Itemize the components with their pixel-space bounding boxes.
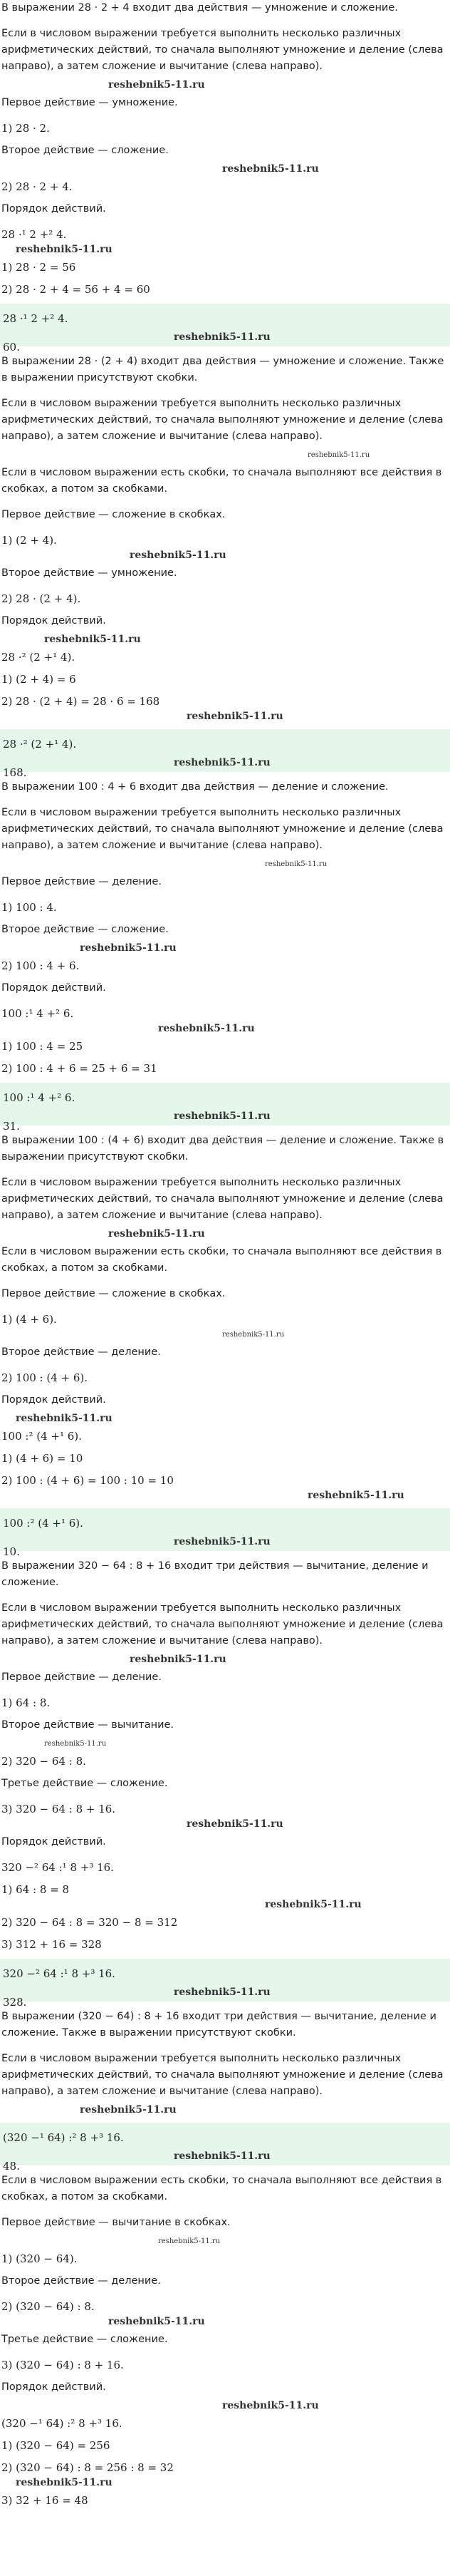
answer-block xyxy=(0,1959,450,2009)
watermark-text: reshebnik5-11.ru xyxy=(308,451,370,459)
solution-paragraph: Третье действие — сложение. xyxy=(1,1778,168,1789)
answer-block xyxy=(0,2123,450,2173)
solution-paragraph: 1) 28 · 2 = 56 xyxy=(1,261,76,274)
solution-paragraph: Порядок действий. xyxy=(1,982,106,994)
solution-paragraph: В выражении 100 : (4 + 6) входит два действия — деление и сложение. Также в выражении присутствуют скобки. xyxy=(1,1135,444,1163)
answer-expression: (320 −¹ 64) :² 8 +³ 16. xyxy=(3,2131,124,2144)
solution-paragraph: Первое действие — сложение в скобках. xyxy=(1,1288,226,1299)
solution-paragraph: 28 ·² (2 +¹ 4). xyxy=(1,651,75,664)
watermark-text: reshebnik5-11.ru xyxy=(174,331,271,343)
answer-expression: 100 :¹ 4 +² 6. xyxy=(3,1091,75,1104)
solution-paragraph: Первое действие — умножение. xyxy=(1,97,178,108)
solution-paragraph: 2) 320 − 64 : 8 = 320 − 8 = 312 xyxy=(1,1916,178,1929)
watermark-text: reshebnik5-11.ru xyxy=(187,1818,283,1830)
solution-section xyxy=(1,354,450,779)
solution-paragraph: Если в числовом выражении требуется выполнить несколько различных арифметических действий, то сначала выполняют умножение и деление (слева направо), а затем сложение и вычитание (слева направо). xyxy=(1,1602,444,1647)
solution-paragraph: В выражении 28 · 2 + 4 входит два действия — умножение и сложение. xyxy=(1,2,398,14)
solution-section xyxy=(1,2173,450,2509)
solution-paragraph: 2) (320 − 64) : 8. xyxy=(1,2300,95,2313)
solution-paragraph: Порядок действий. xyxy=(1,1836,106,1848)
solution-paragraph: 1) 64 : 8 = 8 xyxy=(1,1883,70,1896)
solution-paragraph: Первое действие — деление. xyxy=(1,1671,162,1683)
watermark-text: reshebnik5-11.ru xyxy=(16,2477,112,2488)
answer-expression: 28 ·¹ 2 +² 4. xyxy=(3,312,68,325)
solution-paragraph: Второе действие — сложение. xyxy=(1,145,169,156)
solution-paragraph: Порядок действий. xyxy=(1,615,106,627)
solution-paragraph: 1) (4 + 6) = 10 xyxy=(1,1452,83,1465)
solution-paragraph: В выражении (320 − 64) : 8 + 16 входит три действия — вычитание, деление и сложение. Также в выражении присутствуют скобки. xyxy=(1,2011,436,2039)
solution-paragraph: Если в числовом выражении есть скобки, то сначала выполняют все действия в скобках, а потом за скобками. xyxy=(1,1246,442,1274)
answer-expression: 28 ·² (2 +¹ 4). xyxy=(3,738,77,751)
solution-section xyxy=(1,1558,450,2009)
answer-expression: 320 −² 64 :¹ 8 +³ 16. xyxy=(3,1967,115,1980)
solution-paragraph: 3) 32 + 16 = 48 xyxy=(1,2494,88,2507)
solution-paragraph: Если в числовом выражении есть скобки, то сначала выполняют все действия в скобках, а потом за скобками. xyxy=(1,467,442,495)
watermark-text: reshebnik5-11.ru xyxy=(44,634,141,645)
solution-paragraph: 1) 28 · 2. xyxy=(1,122,50,135)
solution-section xyxy=(1,1133,450,1558)
solution-paragraph: 1) 64 : 8. xyxy=(1,1696,51,1709)
solution-paragraph: В выражении 28 · (2 + 4) входит два действия — умножение и сложение. Также в выражении присутствуют скобки. xyxy=(1,356,444,383)
solution-paragraph: 2) 320 − 64 : 8. xyxy=(1,1755,86,1768)
solution-paragraph: 1) (320 − 64) = 256 xyxy=(1,2439,110,2452)
answer-result: 31. xyxy=(3,1120,20,1133)
solution-paragraph: 1) (4 + 6). xyxy=(1,1313,57,1326)
solution-paragraph: Если в числовом выражении требуется выполнить несколько различных арифметических действий, то сначала выполняют умножение и деление (слева направо), а затем сложение и вычитание (слева направо). xyxy=(1,1177,444,1221)
answer-result: 168. xyxy=(3,766,27,779)
watermark-text: reshebnik5-11.ru xyxy=(187,711,283,722)
watermark-text: reshebnik5-11.ru xyxy=(108,1228,205,1240)
watermark-text: reshebnik5-11.ru xyxy=(174,2150,271,2162)
watermark-text: reshebnik5-11.ru xyxy=(174,1111,271,1122)
solution-paragraph: Второе действие — вычитание. xyxy=(1,1719,174,1731)
solution-paragraph: 1) (2 + 4). xyxy=(1,534,57,547)
watermark-text: reshebnik5-11.ru xyxy=(16,244,112,255)
watermark-text: reshebnik5-11.ru xyxy=(308,1490,404,1501)
watermark-text: reshebnik5-11.ru xyxy=(265,860,328,868)
solution-paragraph: 1) (320 − 64). xyxy=(1,2252,78,2265)
watermark-text: reshebnik5-11.ru xyxy=(44,1740,107,1748)
watermark-text: reshebnik5-11.ru xyxy=(80,942,177,954)
solution-paragraph: 100 :² (4 +¹ 6). xyxy=(1,1430,82,1443)
solution-paragraph: 2) 28 · 2 + 4 = 56 + 4 = 60 xyxy=(1,283,150,296)
answer-expression: 100 :² (4 +¹ 6). xyxy=(3,1517,83,1530)
solution-paragraph: Если в числовом выражении требуется выполнить несколько различных арифметических действий, то сначала выполняют умножение и деление (слева направо), а затем сложение и вычитание (слева направо). xyxy=(1,398,444,442)
solution-paragraph: Третье действие — сложение. xyxy=(1,2334,168,2345)
answer-result: 328. xyxy=(3,1996,27,2009)
watermark-text: reshebnik5-11.ru xyxy=(16,1413,112,1424)
solution-paragraph: 1) 100 : 4. xyxy=(1,901,57,914)
answer-block xyxy=(0,1083,450,1133)
watermark-text: reshebnik5-11.ru xyxy=(130,1654,226,1665)
solution-paragraph: 2) 28 · 2 + 4. xyxy=(1,180,73,193)
solution-paragraph: В выражении 100 : 4 + 6 входит два действия — деление и сложение. xyxy=(1,781,389,793)
solution-paragraph: Второе действие — сложение. xyxy=(1,924,169,935)
watermark-text: reshebnik5-11.ru xyxy=(222,163,319,175)
watermark-text: reshebnik5-11.ru xyxy=(174,1536,271,1547)
solution-paragraph: Первое действие — вычитание в скобках. xyxy=(1,2217,231,2228)
watermark-text: reshebnik5-11.ru xyxy=(108,79,205,91)
solution-paragraph: Первое действие — деление. xyxy=(1,876,162,887)
watermark-text: reshebnik5-11.ru xyxy=(130,550,226,561)
solution-paragraph: 2) 28 · (2 + 4). xyxy=(1,592,81,605)
solution-paragraph: Если в числовом выражении требуется выполнить несколько различных арифметических действий, то сначала выполняют умножение и деление (слева направо), а затем сложение и вычитание (слева направо). xyxy=(1,2053,444,2097)
solution-paragraph: 3) (320 − 64) : 8 + 16. xyxy=(1,2359,124,2371)
watermark-text: reshebnik5-11.ru xyxy=(174,757,271,768)
answer-result: 60. xyxy=(3,341,20,354)
solution-paragraph: 2) 100 : 4 + 6 = 25 + 6 = 31 xyxy=(1,1062,157,1075)
answer-result: 10. xyxy=(3,1545,20,1558)
watermark-text: reshebnik5-11.ru xyxy=(222,2400,319,2411)
solution-paragraph: 2) (320 − 64) : 8 = 256 : 8 = 32 xyxy=(1,2461,174,2474)
solution-paragraph: 28 ·¹ 2 +² 4. xyxy=(1,228,67,241)
solution-paragraph: 2) 28 · (2 + 4) = 28 · 6 = 168 xyxy=(1,695,160,708)
watermark-text: reshebnik5-11.ru xyxy=(265,1899,362,1910)
solution-paragraph: Второе действие — деление. xyxy=(1,2275,161,2287)
solution-paragraph: 2) 100 : (4 + 6) = 100 : 10 = 10 xyxy=(1,1474,174,1487)
solution-paragraph: 320 −² 64 :¹ 8 +³ 16. xyxy=(1,1861,114,1874)
answer-block xyxy=(0,729,450,779)
solution-paragraph: Второе действие — деление. xyxy=(1,1346,161,1358)
solution-paragraph: 3) 320 − 64 : 8 + 16. xyxy=(1,1803,116,1815)
solution-paragraph: 3) 312 + 16 = 328 xyxy=(1,1938,102,1951)
solution-paragraph: В выражении 320 − 64 : 8 + 16 входит три действия — вычитание, деление и сложение. xyxy=(1,1560,429,1588)
watermark-text: reshebnik5-11.ru xyxy=(108,2316,205,2327)
solution-paragraph: Если в числовом выражении требуется выполнить несколько различных арифметических действий, то сначала выполняют умножение и деление (слева направо), а затем сложение и вычитание (слева направо). xyxy=(1,28,444,72)
solution-section xyxy=(1,0,450,354)
watermark-text: reshebnik5-11.ru xyxy=(158,1023,255,1034)
solution-paragraph: Порядок действий. xyxy=(1,2381,106,2393)
solution-paragraph: 1) (2 + 4) = 6 xyxy=(1,673,76,686)
solution-paragraph: Порядок действий. xyxy=(1,203,106,215)
solution-paragraph: Если в числовом выражении требуется выполнить несколько различных арифметических действий, то сначала выполняют умножение и деление (слева направо), а затем сложение и вычитание (слева направо). xyxy=(1,807,444,851)
solution-paragraph: 2) 100 : 4 + 6. xyxy=(1,959,80,972)
watermark-text: reshebnik5-11.ru xyxy=(222,1331,285,1339)
solution-section xyxy=(1,779,450,1133)
solution-section xyxy=(1,2009,450,2173)
solution-paragraph: (320 −¹ 64) :² 8 +³ 16. xyxy=(1,2417,122,2430)
answer-block xyxy=(0,304,450,354)
answer-result: 48. xyxy=(3,2160,20,2173)
solution-paragraph: 2) 100 : (4 + 6). xyxy=(1,1371,88,1384)
solution-paragraph: 100 :¹ 4 +² 6. xyxy=(1,1007,74,1020)
watermark-text: reshebnik5-11.ru xyxy=(80,2104,177,2116)
answer-block xyxy=(0,1508,450,1558)
solution-paragraph: Если в числовом выражении есть скобки, то сначала выполняют все действия в скобках, а потом за скобками. xyxy=(1,2175,442,2203)
solution-paragraph: Второе действие — умножение. xyxy=(1,567,177,579)
solution-paragraph: Первое действие — сложение в скобках. xyxy=(1,509,226,520)
solution-paragraph: Порядок действий. xyxy=(1,1394,106,1406)
watermark-text: reshebnik5-11.ru xyxy=(158,2237,221,2245)
watermark-text: reshebnik5-11.ru xyxy=(174,1987,271,1998)
solution-paragraph: 1) 100 : 4 = 25 xyxy=(1,1040,83,1053)
